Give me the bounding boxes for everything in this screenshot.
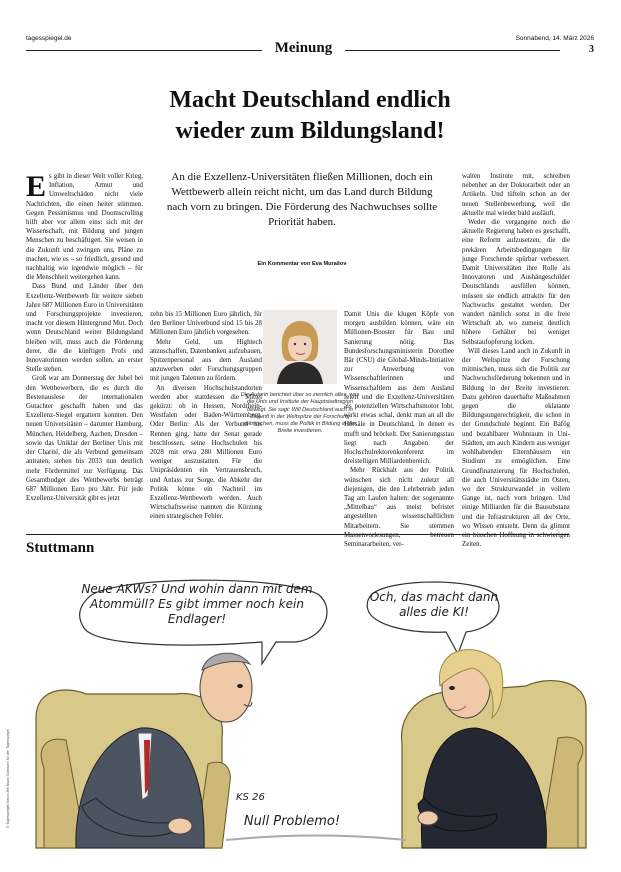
article-column-3 xyxy=(344,310,454,549)
headline-line-2: wieder zum Bildungsland! xyxy=(175,118,445,144)
paragraph: Damit Unis die klugen Köpfe von morgen ausbilden können, wäre ein Millionen-Booster für Bau und Sanierung nötig. Das Bundesforschungsministerin Dorothee Bär (CSU) die Global-Minds-Initiative zur Anwerbung von Wissenschaftlerinnen und Wissenschaftlern aus dem Ausland feiert und die Exzellenz-Universitäten als potenziellen Wirtschaftsmotor lobt, wirkt etwas schal, denkt man an all die Hörsäle in Deutschland, in denen es mufft und bröckelt. Der Sanierungsstau liegt nach Angaben der Hochschulrektorenkonferenz im dreistelligen Milliardenbereich. xyxy=(344,311,454,466)
cartoon xyxy=(26,568,596,850)
speech-bubble-bottom: Null Problemo! xyxy=(243,814,341,829)
author-photo xyxy=(263,310,337,384)
paragraph: Mehr Geld, um Hightech anzuschaffen, Datenbanken aufzubauen, Spitzenpersonal aus dem Ausland anzuwerben oder Forschungsgruppen mit jungen Talenten zu fördern. xyxy=(150,338,262,383)
article-column-1 xyxy=(26,172,143,524)
paragraph: Will dieses Land auch in Zukunft in der Weltspitze der Forschung mitmischen, muss sich die Politik zur Nachwuchsförderung bekennen und in Bildung in der Breite investieren. Dazu gehören dauerhafte Maßnahmen gegen die eklatante Bildungsungerechtigkeit, die schon in der Grundschule beginnt. Ein Bafög und bezahlbarer Wohnraum in Uni-Städten, um auch Kindern aus weniger wohlhabenden Elternhäusern ein Studium zu ermöglichen. Eine Grundfinanzierung für Hochschulen, die auch Universitätsstädte im Osten, wo der Strukturwandel in vollem Gange ist, nach vorn bringen. Und einige Milliarden für die Bausubstanz und die Infrastrukturen all der Orte, wo Wissen entsteht. Denn da glimmt ein bisschen Hoffnung in schwierigen Zeiten. xyxy=(462,347,570,549)
paragraph: An diversen Hochschulstandorten werden aber stattdessen die Mittel gekürzt: ob in Hessen, Nordrhein-Westfalen oder Baden-Württemberg. Oder Berlin: Als der Verbund ins Rennen ging, hatte der Senat gerade beschlossen, seine Hochschulen bis 2028 mit etwa 280 Millionen Euro weniger auszustatten. Für die Unipräsidenten ein Vertrauensbruch, und Anlass zur Sorge, die Abkehr der Politik könne ein Nachteil im Exzellenz-Wettbewerb werden. Auch Wirtschaftsweise nannten die Kürzung einen strategischen Fehler. xyxy=(150,384,262,521)
paragraph: Mehr Rückhalt aus der Politik wünschen sich nicht zuletzt all diejenigen, die den Lehrbetrieb jeden Tag am Laufen halten: der sogenannte „Mittelbau“ aus meist befristet angestellten wissenschaftlichen Mitarbeitern. Sie stemmen Massenvorlesungen, betreuen Seminararbeiten, ver- xyxy=(344,467,454,549)
teaser: An die Exzellenz-Universitäten fließen Millionen, doch ein Wettbewerb allein reicht nicht, um das Land durch Bildung nach vorn zu bringen. Die Förderung des Nachwuchses sollte Priorität haben. xyxy=(166,171,438,228)
cartoon-title: Stuttmann xyxy=(26,540,95,556)
drop-cap: E xyxy=(26,170,47,203)
header-rule-right xyxy=(345,50,560,51)
page-number: 3 xyxy=(589,44,594,55)
cartoonist-signature: KS 26 xyxy=(236,792,265,803)
issue-date: Sonnabend, 14. März 2026 xyxy=(515,35,594,42)
paragraph: Weder die vergangene noch die aktuelle Regierung haben es geschafft, eine Reform aufzusetzen, die die prekären Arbeitsbedingungen für junge Forschende spürbar verbessert. Damit Universitäten ihre Rolle als Innovatoren und Aushängeschilder Deutschlands ausfüllen können, müssen sie endlich attraktiv für den Nachwuchs gestaltet werden. Der wandert nämlich sonst in die freie Wirtschaft ab, wo zumeist deutlich höhere Gehälter bei weniger Selbstaufopferung locken. xyxy=(462,219,570,346)
author-caption: Die Autorin berichtet über so ziemlich alles, was die Unis und Institute der Hauptstadtregion bewegt. Sie sagt: Will Deutschland auch in Zukunft in der Weltspitze der Forschung mitmischen, muss die Politik in Bildung in der Breite investieren. xyxy=(240,392,360,435)
speech-bubble-right: Och, das macht dann alles die KI! xyxy=(369,590,499,619)
paragraph: Groß war am Donnerstag der Jubel bei den Wettbewerbern, die es durch die Bestenauslese der internationalen Gutachter geschafft haben und das Exzellenz-Siegel ergattern konnten. Den neuen Universitäten – darunter Hamburg, München, Heidelberg, Aachen, Dresden – sowie das Uniklar der Berliner Unis mit der Charité, die als Verbund gemeinsam antraten, stehen bis 2033 nun deutlich mehr Fördermittel zur Verfügung. Das Gesamtbudget des Wettbewerbs beträgt 687 Millionen Euro pro Jahr. Für jede Exzellenz-Universität gibt es jetzt xyxy=(26,375,143,503)
paragraph-text: s gibt in dieser Welt voller Krieg, Inflation, Armut und Umweltschäden nicht viele Nachrichten, die einen heiter stimmen. Gegen Pessimismus und Doomscrolling hilft aber vor allem eins: sich mit der Wissenschaft, mit Bildung und jungen Menschen zu beschäftigen. Sie weisen in die Zukunft und zwingen uns, Pläne zu machen, wie es – so friedlich, gesund und nachhaltig wie irgendwie möglich – für die Menschheit weitergehen kann. xyxy=(26,173,143,282)
cartoon-credit: © Tagesspiegel/ Nexon-Rel Klaus Stuttmann für den Tagesspiegel xyxy=(6,728,10,828)
header-rule-left xyxy=(26,50,262,51)
section-title: Meinung xyxy=(274,40,333,56)
paragraph xyxy=(26,172,143,282)
headline-line-1: Macht Deutschland endlich xyxy=(169,87,451,113)
cartoon-divider xyxy=(26,534,569,535)
author-portrait-icon xyxy=(263,310,337,384)
paragraph: walten Institute mit, schreiben nebenher an der Doktorarbeit oder an Artikeln. Und tüfteln schon an der neuen Stellenbewerbung, weil die aktuelle mal wieder bald ausläuft. xyxy=(462,173,570,217)
byline: Ein Kommentar von Eva Murašov xyxy=(257,261,347,267)
headline xyxy=(60,85,560,147)
paragraph: Dass Bund und Länder über den Exzellenz-Wettbewerb für weitere sieben Jahre 687 Millionen Euro in Universitäten und Forschungsprojekte investieren, macht vor diesem Hintergrund Mut. Doch wenn Deutschland weiter Bildungsland bleiben will, muss auch die Förderung derer, die die künftigen Profs und Innovatorinnen werden sollen, an erster Stelle stehen. xyxy=(26,283,143,374)
article-column-4 xyxy=(462,172,570,549)
site-name[interactable]: tagesspiegel.de xyxy=(26,35,72,42)
paragraph: zehn bis 15 Millionen Euro jährlich, für den Berliner Univerbund sind 15 bis 28 Millionen Euro jährlich vorgesehen. xyxy=(150,311,262,337)
speech-bubble-left: Neue AKWs? Und wohin dann mit dem Atommüll? Es gibt immer noch kein Endlager! xyxy=(81,582,313,626)
